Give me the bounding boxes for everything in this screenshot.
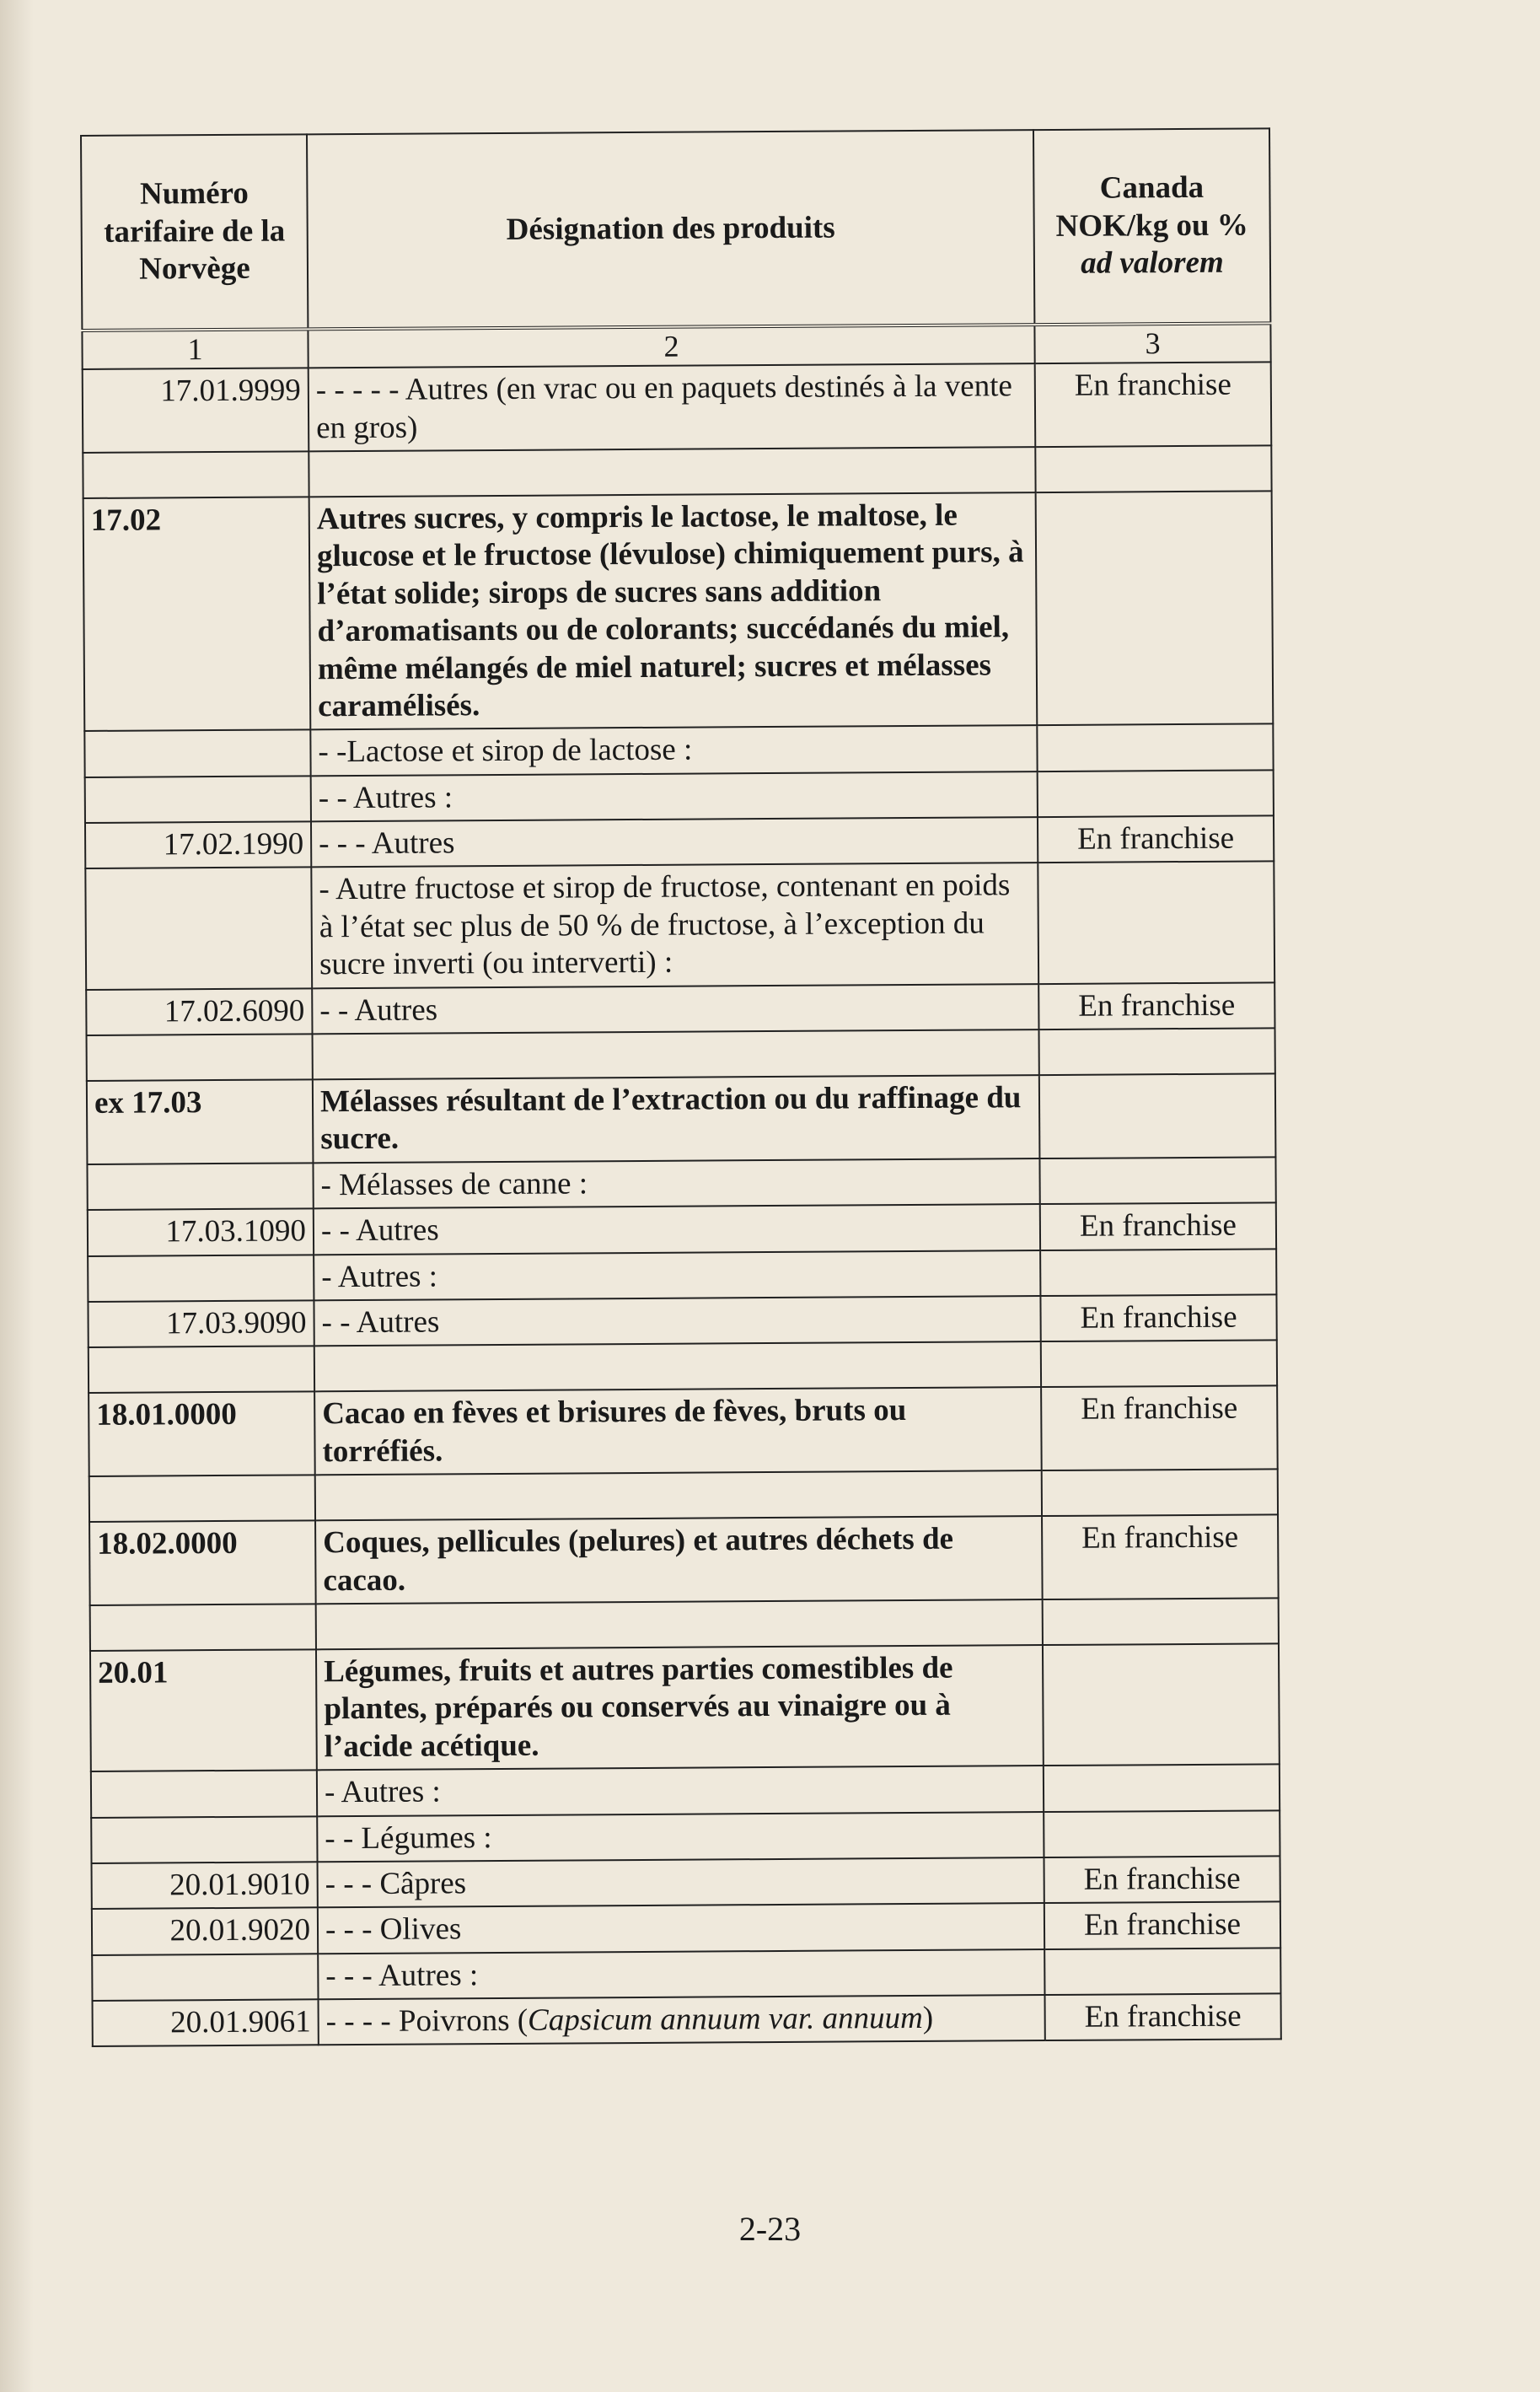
duty-rate: [1043, 1643, 1280, 1766]
tariff-code: 17.03.1090: [88, 1209, 314, 1256]
header-canada-rate-label: Canada NOK/kg ou %: [1055, 170, 1248, 244]
tariff-code: ex 17.03: [87, 1079, 314, 1164]
table-row: [88, 1294, 1276, 1347]
header-ad-valorem: ad valorem: [1081, 245, 1224, 281]
product-description: - - - Olives: [318, 1903, 1044, 1954]
table-row: [89, 1515, 1279, 1605]
tariff-code: [92, 1954, 318, 2001]
header-tariff-number: Numéro tarifaire de la Norvège: [81, 134, 308, 331]
tariff-code: [91, 1770, 317, 1817]
duty-rate: En franchise: [1044, 1856, 1280, 1903]
product-description: Mélasses résultant de l’extraction ou du raffinage du sucre.: [313, 1075, 1040, 1163]
header-product-designation: Désignation des produits: [307, 130, 1034, 329]
product-description: - - - - - Autres (en vrac ou en paquets destinés à la vente en gros): [309, 363, 1036, 451]
duty-rate: [1044, 1948, 1280, 1995]
table-row: [93, 1993, 1281, 2046]
description-prefix: - - - - Poivrons (: [325, 2002, 529, 2040]
product-description: Légumes, fruits et autres parties comestibles de plantes, préparés ou conservés au vinaigre ou à l’acide acétique.: [316, 1645, 1044, 1770]
header-canada-rate: [1033, 128, 1270, 325]
duty-rate: [1038, 862, 1274, 984]
tariff-code: 20.01.9010: [92, 1862, 318, 1909]
tariff-code: [91, 1816, 317, 1863]
tariff-code: 20.01.9061: [93, 1999, 319, 2046]
product-description: - Autre fructose et sirop de fructose, contenant en poids à l’état sec plus de 50 % de fructose, à l’exception du sucre inverti (ou interverti) :: [311, 863, 1038, 988]
product-description: - - Autres: [312, 984, 1038, 1035]
tariff-code: [87, 1163, 313, 1210]
table-row: [83, 363, 1272, 453]
column-index-3: 3: [1034, 323, 1270, 363]
description-suffix: ): [922, 2000, 934, 2036]
duty-rate: [1040, 1249, 1276, 1296]
tariff-code: 17.02.6090: [86, 988, 312, 1035]
blank-row: [89, 1341, 1277, 1394]
tariff-code: [85, 868, 312, 990]
duty-rate: En franchise: [1040, 1294, 1276, 1341]
tariff-table: [80, 127, 1282, 2047]
product-description: - Autres :: [314, 1250, 1040, 1301]
duty-rate: [1044, 1810, 1280, 1857]
tariff-code: [88, 1255, 314, 1302]
duty-rate: En franchise: [1041, 1386, 1278, 1470]
duty-rate: En franchise: [1038, 815, 1274, 863]
product-description: Coques, pellicules (pelures) et autres déchets de cacao.: [315, 1516, 1043, 1604]
table-row: [84, 724, 1273, 777]
table-row: [92, 1902, 1280, 1955]
product-description: - -Lactose et sirop de lactose :: [310, 725, 1037, 776]
duty-rate: En franchise: [1038, 982, 1274, 1029]
product-description: - - - Autres: [311, 817, 1038, 868]
tariff-code: 17.02: [83, 497, 311, 731]
product-description: - Mélasses de canne :: [313, 1158, 1039, 1209]
column-index-2: 2: [308, 325, 1034, 368]
product-description: - - Autres: [314, 1204, 1040, 1255]
product-description: Autres sucres, y compris le lactose, le maltose, le glucose et le fructose (lévulose) chimiquement purs, à l’état solide; sirops de sucres sans addition d’aromatisants ou de colorants; succédanés du miel, même mélangés de miel naturel; sucres et mélasses caramélisés.: [309, 492, 1038, 730]
duty-rate: [1036, 491, 1274, 725]
duty-rate: [1037, 724, 1273, 771]
duty-rate: En franchise: [1044, 1993, 1280, 2040]
product-description: - - - Câpres: [318, 1857, 1044, 1908]
blank-row: [83, 445, 1271, 498]
table-row: [87, 1073, 1276, 1164]
table-row: [83, 491, 1274, 731]
duty-rate: En franchise: [1040, 1203, 1276, 1250]
duty-rate: [1044, 1764, 1280, 1811]
table-row: [85, 862, 1274, 990]
blank-row: [90, 1598, 1279, 1651]
tariff-code: [84, 730, 310, 777]
table-row: [85, 815, 1274, 868]
product-description: - Autres :: [317, 1766, 1044, 1816]
product-description: - - Légumes :: [317, 1812, 1044, 1863]
table-row: [88, 1203, 1276, 1256]
blank-row: [87, 1028, 1275, 1081]
product-description: Cacao en fèves et brisures de fèves, bruts ou torréfiés.: [314, 1387, 1042, 1475]
product-description: - - Autres :: [311, 771, 1038, 822]
duty-rate: En franchise: [1044, 1902, 1280, 1949]
tariff-document: [80, 127, 1280, 2047]
tariff-code: 18.01.0000: [89, 1392, 315, 1476]
table-row: [92, 1856, 1280, 1909]
column-index-1: 1: [82, 329, 308, 369]
tariff-code: 18.02.0000: [89, 1520, 316, 1605]
table-row: [91, 1810, 1280, 1863]
page-binding-shadow: [0, 0, 34, 2392]
tariff-code: 20.01: [90, 1649, 317, 1771]
tariff-code: [85, 776, 311, 823]
duty-rate: En franchise: [1035, 363, 1272, 447]
blank-row: [89, 1470, 1278, 1523]
product-description: - - - Autres :: [318, 1949, 1044, 2000]
table-row: [86, 982, 1274, 1035]
product-description: - - Autres: [314, 1296, 1040, 1347]
botanical-name: Capsicum annuum var. annuum: [527, 2001, 923, 2038]
table-row: [90, 1643, 1280, 1771]
table-row: [91, 1764, 1280, 1817]
table-row: [88, 1249, 1276, 1302]
duty-rate: [1039, 1157, 1275, 1204]
table-row: [85, 770, 1274, 823]
tariff-code: 20.01.9020: [92, 1908, 318, 1955]
tariff-code: 17.03.9090: [88, 1300, 314, 1347]
duty-rate: En franchise: [1042, 1515, 1279, 1599]
page-number: 2-23: [738, 2210, 802, 2248]
product-description: [319, 1995, 1045, 2045]
duty-rate: [1039, 1073, 1276, 1158]
tariff-code: 17.01.9999: [83, 368, 309, 453]
duty-rate: [1038, 770, 1274, 817]
tariff-code: 17.02.1990: [85, 821, 311, 868]
table-row: [92, 1948, 1280, 2001]
table-row: [87, 1157, 1275, 1210]
table-row: [89, 1386, 1278, 1476]
